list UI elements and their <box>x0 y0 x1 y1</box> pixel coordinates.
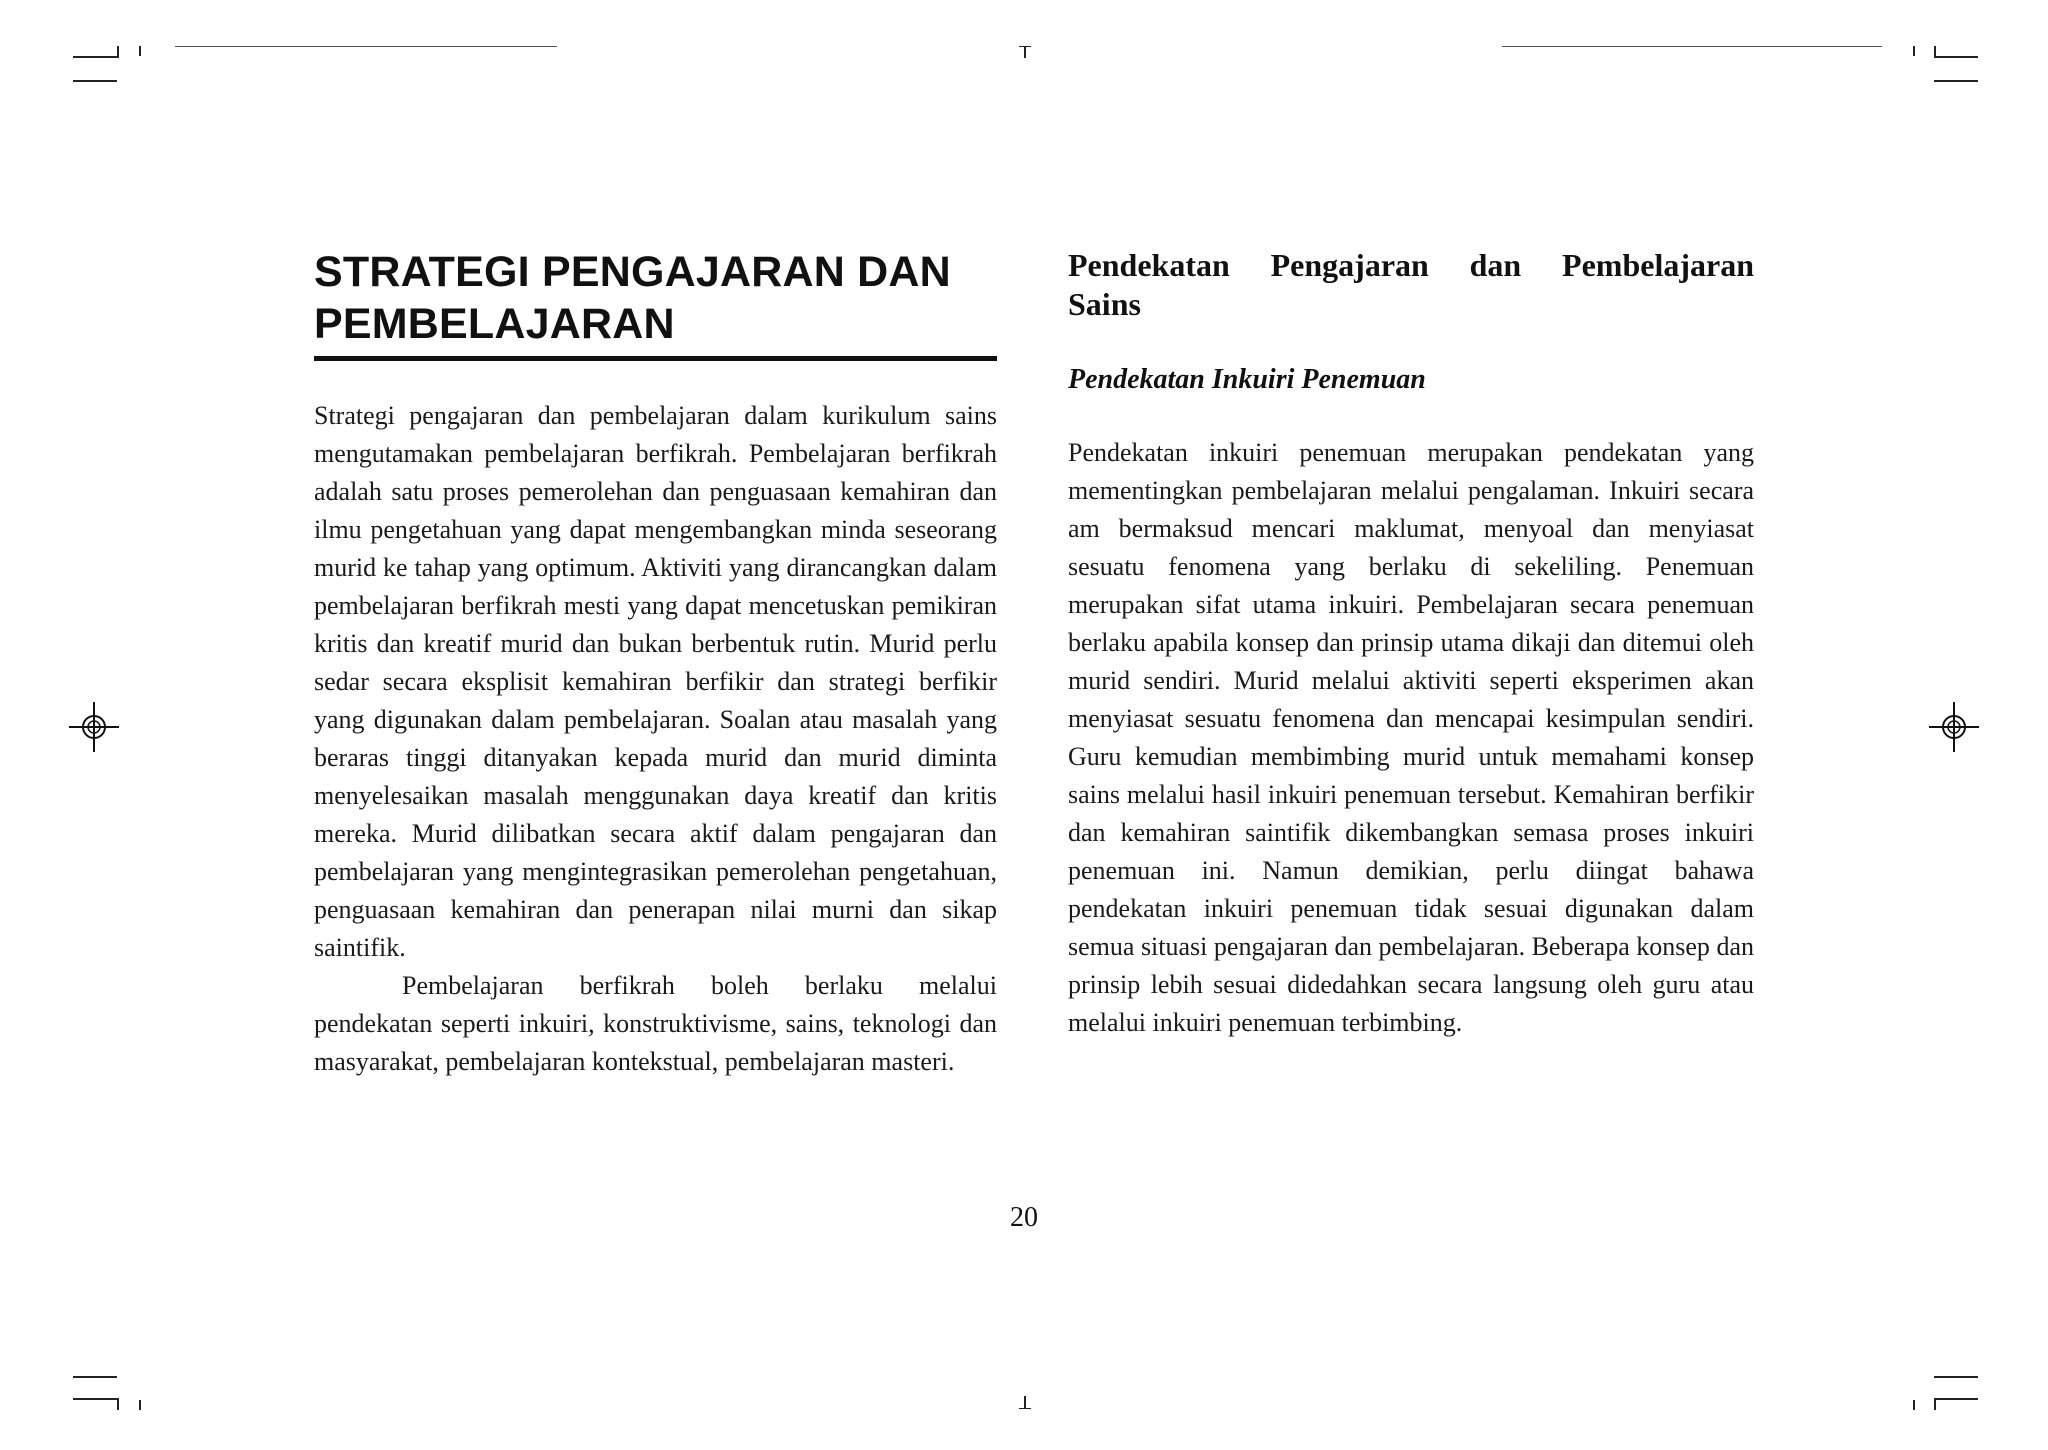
page-title: STRATEGI PENGAJARAN DAN PEMBELAJARAN <box>314 248 951 348</box>
crop-mark-top-right-h2 <box>1934 80 1978 82</box>
right-paragraph: Pendekatan inkuiri penemuan merupakan pendekatan yang mementingkan pembelajaran melalui pengalaman. Inkuiri secara am bermaksud mencari maklumat, menyoal dan menyiasat sesuatu fenomena yang berlaku di sekeliling. Penemuan merupakan sifat utama inkuiri. Pembelajaran secara penemuan berlaku apabila konsep dan prinsip utama dikaji dan ditemui oleh murid sendiri. Murid melalui aktiviti seperti eksperimen akan menyiasat sesuatu fenomena dan mencapai kesimpulan sendiri. Guru kemudian membimbing murid untuk memahami konsep sains melalui hasil inkuiri penemuan tersebut. Kemahiran berfikir dan kemahiran saintifik dikembangkan semasa proses inkuiri penemuan ini. Namun demikian, perlu diingat bahawa pendekatan inkuiri penemuan tidak sesuai digunakan dalam semua situasi pengajaran dan pembelajaran. Beberapa konsep dan prinsip lebih sesuai didedahkan secara langsung oleh guru atau melalui inkuiri penemuan terbimbing. <box>1068 438 1754 1037</box>
crop-mark-top-right-line <box>1502 46 1882 47</box>
crop-mark-top-left-line <box>175 46 557 47</box>
crop-mark-bottom-center-v <box>1024 1396 1026 1408</box>
section-heading: Pendekatan Pengajaran dan Pembelajaran Sains <box>1068 247 1754 322</box>
crop-mark-bottom-right-tick <box>1913 1400 1915 1410</box>
crop-mark-bottom-right-h2 <box>1934 1398 1978 1400</box>
crop-mark-bottom-left-h2 <box>73 1398 117 1400</box>
registration-mark-right-icon <box>1929 702 1979 752</box>
sub-heading: Pendekatan Inkuiri Penemuan <box>1068 364 1426 395</box>
crop-mark-top-left-tick <box>139 46 141 56</box>
crop-mark-bottom-left-v1 <box>117 1398 119 1410</box>
crop-mark-top-left-h2 <box>73 80 117 82</box>
crop-mark-bottom-center-h <box>1019 1408 1031 1409</box>
crop-mark-bottom-left-h1 <box>73 1376 117 1378</box>
right-column <box>1068 246 1754 1042</box>
left-paragraph-2: Pembelajaran berfikrah boleh berlaku melalui pendekatan seperti inkuiri, konstruktivisme, sains, teknologi dan masyarakat, pembelajaran kontekstual, pembelajaran masteri. <box>314 971 997 1076</box>
crop-mark-bottom-left-tick <box>139 1400 141 1410</box>
crop-mark-top-right-tick <box>1913 46 1915 56</box>
crop-mark-bottom-right-h1 <box>1934 1376 1978 1378</box>
crop-mark-top-left-v1 <box>117 46 119 58</box>
left-column <box>314 246 997 1081</box>
page-number: 20 <box>1010 1202 1038 1233</box>
crop-mark-top-right-h1 <box>1934 56 1978 58</box>
title-underline <box>314 356 997 361</box>
registration-mark-left-icon <box>69 702 119 752</box>
crop-mark-top-center-v <box>1024 46 1026 58</box>
left-paragraph-1: Strategi pengajaran dan pembelajaran dalam kurikulum sains mengutamakan pembelajaran berfikrah. Pembelajaran berfikrah adalah satu proses pemerolehan dan penguasaan kemahiran dan ilmu pengetahuan yang dapat mengembangkan minda seseorang murid ke tahap yang optimum. Aktiviti yang dirancangkan dalam pembelajaran berfikrah mesti yang dapat mencetuskan pemikiran kritis dan kreatif murid dan bukan berbentuk rutin. Murid perlu sedar secara eksplisit kemahiran berfikir dan strategi berfikir yang digunakan dalam pembelajaran. Soalan atau masalah yang beraras tinggi ditanyakan kepada murid dan murid diminta menyelesaikan masalah menggunakan daya kreatif dan kritis mereka. Murid dilibatkan secara aktif dalam pengajaran dan pembelajaran yang mengintegrasikan pemerolehan pengetahuan, penguasaan kemahiran dan penerapan nilai murni dan sikap saintifik. <box>314 401 997 962</box>
crop-mark-top-left-h1 <box>73 56 117 58</box>
